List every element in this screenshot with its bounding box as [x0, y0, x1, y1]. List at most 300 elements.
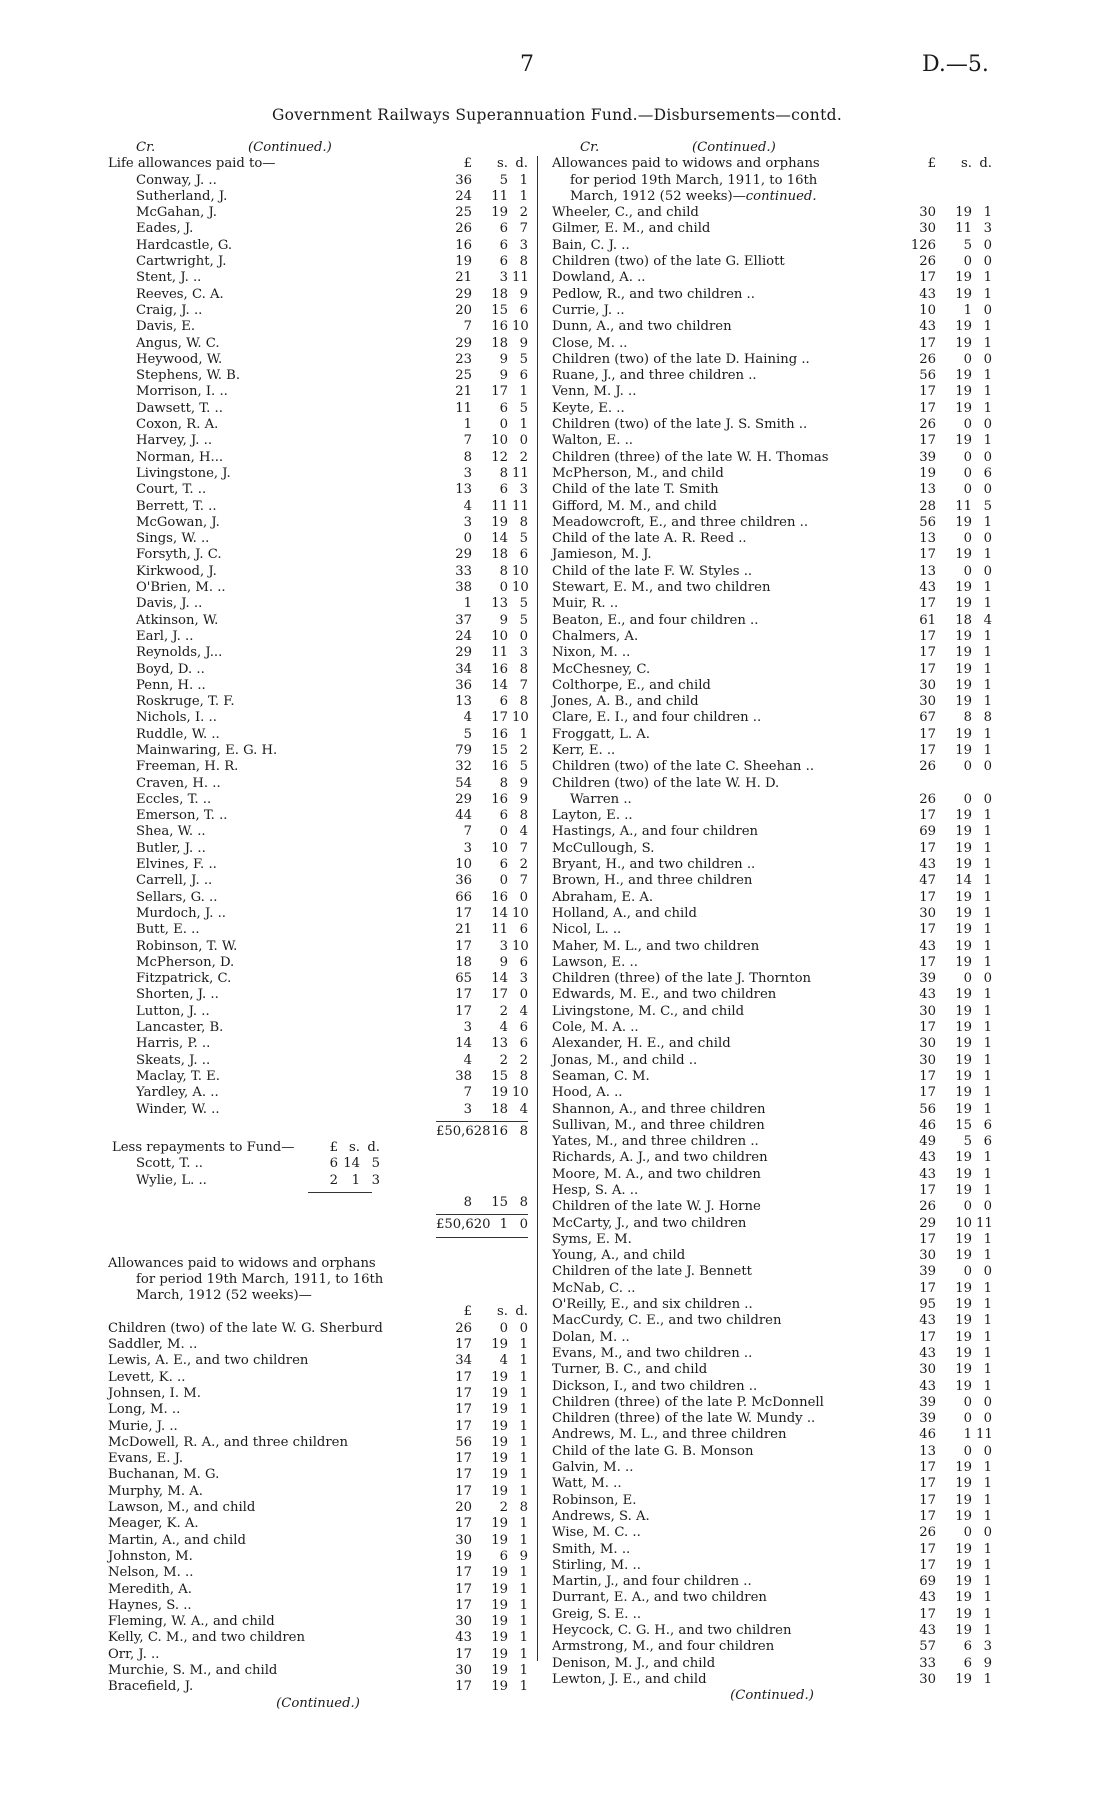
amount-p: 56: [919, 514, 936, 530]
entry-name: Layton, E. ..: [552, 808, 633, 824]
amount-s: 19: [955, 1606, 972, 1622]
amount-d: 3: [519, 971, 528, 987]
amount-d: 2: [519, 857, 528, 873]
repayment-row: [108, 1173, 528, 1189]
amount-d: 1: [519, 1451, 528, 1467]
ledger-row: [552, 1444, 992, 1460]
entry-name: Galvin, M. ..: [552, 1460, 634, 1476]
amount-s: 19: [955, 1150, 972, 1166]
ledger-row: [552, 613, 992, 629]
entry-name: Jones, A. B., and child: [552, 694, 699, 710]
unit-p: £: [927, 156, 936, 172]
amount-p: 17: [919, 628, 936, 644]
amount-d: 5: [519, 596, 528, 612]
amount-p: 17: [455, 987, 472, 1003]
amount-d: 0: [519, 889, 528, 905]
entry-name: Meadowcroft, E., and three children ..: [552, 514, 809, 530]
column-header: [552, 140, 992, 156]
amount-p: 17: [455, 1483, 472, 1499]
amount-s: 9: [499, 612, 508, 628]
amount-d: 1: [983, 1557, 992, 1573]
ledger-row: [552, 1639, 992, 1655]
ledger-row: [552, 466, 992, 482]
amount-p: 43: [919, 1345, 936, 1361]
amount-p: 17: [455, 905, 472, 921]
entry-name: Robinson, T. W.: [136, 938, 238, 954]
amount-s: 10: [491, 433, 508, 449]
entry-name: Reeves, C. A.: [136, 286, 224, 302]
amount-d: 1: [983, 1476, 992, 1492]
amount-d: 0: [983, 1443, 992, 1459]
ledger-row: [552, 743, 992, 759]
ledger-row: [552, 205, 992, 221]
ledger-row: [552, 1476, 992, 1492]
entry-name: Muir, R. ..: [552, 596, 619, 612]
ledger-row: [108, 824, 528, 840]
amount-s: 8: [963, 710, 972, 726]
entry-name: Bracefield, J.: [108, 1679, 194, 1695]
ledger-row: [108, 1549, 528, 1565]
amount-p: 17: [919, 1020, 936, 1036]
ledger-row: [108, 417, 528, 433]
unit: d.: [367, 1140, 380, 1156]
amount-s: 18: [491, 547, 508, 563]
entry-name: Child of the late A. R. Reed ..: [552, 531, 747, 547]
amount-p: 17: [919, 400, 936, 416]
entry-name: Greig, S. E. ..: [552, 1606, 642, 1622]
amount-p: 13: [919, 531, 936, 547]
amount-p: 17: [455, 1679, 472, 1695]
amount-d: 8: [519, 1195, 528, 1210]
amount-d: 1: [519, 188, 528, 204]
ledger-row: [108, 1217, 528, 1233]
ledger-row: [108, 499, 528, 515]
ledger-row: [108, 1679, 528, 1695]
ledger-row: [108, 466, 528, 482]
amount-p: 1: [463, 417, 472, 433]
amount-p: 17: [455, 1597, 472, 1613]
amount-d: 1: [983, 400, 992, 416]
amount-d: 1: [983, 547, 992, 563]
amount-p: 39: [919, 1411, 936, 1427]
entry-name: Stirling, M. ..: [552, 1557, 641, 1573]
ledger-row: [108, 482, 528, 498]
amount-d: 1: [983, 1492, 992, 1508]
ledger-row: [108, 1565, 528, 1581]
amount-p: 17: [919, 1606, 936, 1622]
amount-s: 19: [491, 1532, 508, 1548]
entry-name: Warren ..: [570, 791, 632, 807]
entry-name: Abraham, E. A.: [552, 889, 654, 905]
amount-d: 1: [519, 172, 528, 188]
amount-p: 49: [919, 1134, 936, 1150]
amount-s: 19: [955, 1231, 972, 1247]
amount-p: 21: [455, 922, 472, 938]
amount-d: 11: [976, 1215, 993, 1231]
amount-s: 16: [491, 726, 508, 742]
amount-s: 19: [955, 1345, 972, 1361]
ledger-row: [108, 173, 528, 189]
amount-p: 19: [919, 465, 936, 481]
ledger-row: [552, 596, 992, 612]
ledger-row: [552, 1623, 992, 1639]
ledger-row: [552, 1395, 992, 1411]
amount-s: 0: [963, 759, 972, 775]
entry-name: Penn, H. ..: [136, 677, 206, 693]
entry-name: Gifford, M. M., and child: [552, 498, 717, 514]
amount-p: 43: [919, 286, 936, 302]
unit-d: d.: [515, 156, 528, 172]
ledger-row: [552, 1036, 992, 1052]
entry-name: Buchanan, M. G.: [108, 1467, 220, 1483]
amount-p: 34: [455, 1353, 472, 1369]
amount-p: 17: [919, 889, 936, 905]
amount-p: 32: [455, 759, 472, 775]
entry-name: Children (three) of the late W. Mundy ..: [552, 1411, 816, 1427]
amount-s: 19: [955, 987, 972, 1003]
amount-p: 30: [919, 205, 936, 221]
entry-name: Long, M. ..: [108, 1402, 181, 1418]
amount-p: 25: [455, 205, 472, 221]
entry-name: Freeman, H. R.: [136, 759, 239, 775]
amount-p: 39: [919, 1264, 936, 1280]
amount-p: 30: [455, 1532, 472, 1548]
ledger-row: [108, 1102, 528, 1118]
amount-p: 29: [455, 286, 472, 302]
amount-d: 9: [519, 286, 528, 302]
amount-s: 15: [491, 1195, 508, 1210]
amount-s: 0: [963, 482, 972, 498]
amount-s: 19: [491, 1451, 508, 1467]
ledger-row: [108, 1500, 528, 1516]
entry-name: Livingstone, J.: [136, 465, 231, 481]
entry-name: Life allowances paid to—: [108, 156, 276, 172]
amount-d: 1: [519, 1565, 528, 1581]
amount-p: 13: [455, 482, 472, 498]
ledger-row: [108, 205, 528, 221]
amount-d: 0: [983, 302, 992, 318]
amount-p: 43: [919, 1166, 936, 1182]
entry-name: Turner, B. C., and child: [552, 1362, 708, 1378]
amount-d: 1: [983, 1248, 992, 1264]
amount-p: 30: [455, 1614, 472, 1630]
ledger-row: [552, 694, 992, 710]
amount-p: 24: [455, 188, 472, 204]
amount-s: 19: [491, 1385, 508, 1401]
entry-name: Children (two) of the late W. H. D.: [552, 775, 780, 791]
amount-d: 9: [519, 791, 528, 807]
entry-name: Hood, A. ..: [552, 1085, 623, 1101]
entry-name: Jonas, M., and child ..: [552, 1052, 698, 1068]
ledger-row: [552, 1607, 992, 1623]
ledger-row: [552, 857, 992, 873]
ledger-row: [552, 1656, 992, 1672]
amount-d: 7: [519, 677, 528, 693]
amount-d: 1: [983, 205, 992, 221]
ledger-row: [552, 873, 992, 889]
entry-name: McCullough, S.: [552, 840, 655, 856]
ledger-row: [108, 287, 528, 303]
amount-s: 19: [955, 319, 972, 335]
amount-s: 14: [491, 971, 508, 987]
amount-s: 19: [955, 1508, 972, 1524]
amount-s: 18: [491, 1101, 508, 1117]
amount-s: 19: [955, 1557, 972, 1573]
text: Allowances paid to widows and orphans: [552, 156, 820, 172]
entry-name: Andrews, M. L., and three children: [552, 1427, 787, 1443]
ledger-row: [108, 613, 528, 629]
amount-d: 1: [983, 1003, 992, 1019]
entry-name: Denison, M. J., and child: [552, 1655, 716, 1671]
ledger-row: [108, 808, 528, 824]
ledger-row: [108, 1053, 528, 1069]
amount-p: 17: [455, 1418, 472, 1434]
continued-footer: (Continued.): [730, 1688, 814, 1704]
amount-s: 18: [491, 335, 508, 351]
amount-p: 17: [919, 1541, 936, 1557]
amount-s: 19: [955, 742, 972, 758]
amount-s: 16: [491, 319, 508, 335]
amount-d: 11: [512, 270, 529, 286]
amount-s: 5: [963, 237, 972, 253]
repay-rule: [308, 1192, 372, 1193]
amount-p: 30: [455, 1663, 472, 1679]
amount-s: 0: [499, 417, 508, 433]
ledger-row: [552, 1313, 992, 1329]
entry-name: Richards, A. J., and two children: [552, 1150, 768, 1166]
amount-s: 19: [491, 514, 508, 530]
amount-p: 29: [455, 791, 472, 807]
entry-name: Elvines, F. ..: [136, 857, 217, 873]
total-rule: [436, 1121, 528, 1122]
ledger-row: [108, 1069, 528, 1085]
ledger-row: [108, 1467, 528, 1483]
amount-s: 0: [963, 1199, 972, 1215]
amount-p: 30: [919, 1036, 936, 1052]
amount-d: 1: [519, 1353, 528, 1369]
amount-p: 17: [919, 1557, 936, 1573]
entry-name: Shannon, A., and three children: [552, 1101, 766, 1117]
amount-d: 1: [983, 368, 992, 384]
ledger-row: [552, 221, 992, 237]
amount-s: 17: [491, 710, 508, 726]
amount-s: 1: [499, 1217, 508, 1233]
entry-name: Child of the late G. B. Monson: [552, 1443, 754, 1459]
entry-name: Court, T. ..: [136, 482, 207, 498]
amount-s: 11: [955, 221, 972, 237]
amount-d: 0: [983, 417, 992, 433]
entry-name: Alexander, H. E., and child: [552, 1036, 731, 1052]
amount-s: 19: [491, 1663, 508, 1679]
amount-d: 6: [519, 547, 528, 563]
amount-p: 17: [455, 1337, 472, 1353]
ledger-row: [108, 238, 528, 254]
amount-p: 39: [919, 971, 936, 987]
ledger-row: [552, 1134, 992, 1150]
ledger-row: [108, 384, 528, 400]
amount-p: 17: [455, 1369, 472, 1385]
amount-s: 14: [491, 531, 508, 547]
ledger-row: [108, 1516, 528, 1532]
amount-p: 61: [919, 612, 936, 628]
ledger-row: [108, 1004, 528, 1020]
amount-d: 10: [512, 563, 529, 579]
amount-p: 29: [919, 1215, 936, 1231]
amount-s: 19: [955, 1492, 972, 1508]
ledger-row: [108, 1386, 528, 1402]
amount-p: 19: [455, 1548, 472, 1564]
ledger-row: [108, 776, 528, 792]
amount-part: 14: [343, 1156, 360, 1172]
amount-d: 1: [519, 1467, 528, 1483]
entry-name: Yardley, A. ..: [136, 1085, 219, 1101]
entry-name: Harvey, J. ..: [136, 433, 213, 449]
entry-name: Hesp, S. A. ..: [552, 1183, 639, 1198]
amount-s: 19: [955, 1313, 972, 1329]
entry-name: Angus, W. C.: [136, 335, 220, 351]
ledger-row: [108, 939, 528, 955]
amount-p: 30: [919, 1052, 936, 1068]
entry-name: Earl, J. ..: [136, 628, 194, 644]
amount-d: 11: [512, 498, 529, 514]
ledger-row: [552, 1542, 992, 1558]
amount-p: 56: [919, 1101, 936, 1117]
ledger-row: [108, 1337, 528, 1353]
amount-p: 38: [455, 1068, 472, 1084]
ledger-row: [552, 401, 992, 417]
amount-s: 0: [963, 351, 972, 367]
ledger-row: [108, 254, 528, 270]
entry-name: Children (two) of the late C. Sheehan ..: [552, 759, 815, 775]
entry-name: Fitzpatrick, C.: [136, 971, 232, 987]
amount-s: 6: [963, 1639, 972, 1655]
amount-p: 0: [463, 531, 472, 547]
amount-s: 15: [955, 1117, 972, 1133]
amount-d: 1: [983, 1297, 992, 1313]
entry-name: Atkinson, W.: [136, 612, 219, 628]
ledger-row: [108, 401, 528, 417]
amount-p: 26: [919, 759, 936, 775]
entry-name: McNab, C. ..: [552, 1280, 636, 1296]
amount-s: 18: [955, 612, 972, 628]
ledger-row: [108, 1195, 528, 1211]
amount-s: 0: [963, 1443, 972, 1459]
ledger-row: [108, 873, 528, 889]
amount-p: 30: [919, 1671, 936, 1687]
amount-s: 19: [491, 1516, 508, 1532]
amount-p: 7: [463, 319, 472, 335]
amount-s: 9: [499, 351, 508, 367]
amount-d: 6: [519, 954, 528, 970]
entry-name: Syms, E. M.: [552, 1231, 632, 1247]
ledger-row: [552, 450, 992, 466]
ledger-row: [108, 1533, 528, 1549]
ledger-row: [108, 1036, 528, 1052]
amount-d: 1: [983, 1052, 992, 1068]
amount-s: 19: [955, 905, 972, 921]
ledger-row: [552, 824, 992, 840]
amount-s: 11: [955, 498, 972, 514]
amount-s: 5: [963, 1134, 972, 1150]
amount-s: 9: [499, 368, 508, 384]
ledger-row: [108, 221, 528, 237]
amount-d: 1: [983, 840, 992, 856]
text: Allowances paid to widows and orphans: [108, 1255, 376, 1271]
entry-name: Child of the late T. Smith: [552, 482, 719, 498]
amount-d: 1: [983, 1345, 992, 1361]
entry-name: Nichols, I. ..: [136, 710, 217, 726]
ledger-row: [108, 678, 528, 694]
continued-label: (Continued.): [248, 140, 332, 155]
amount-p: 43: [919, 938, 936, 954]
amount-p: 17: [919, 742, 936, 758]
amount-s: 19: [955, 824, 972, 840]
unit-p: £: [463, 1304, 472, 1320]
amount-d: 3: [983, 221, 992, 237]
amount-p: 43: [919, 1623, 936, 1639]
amount-p: 17: [455, 1385, 472, 1401]
amount-p: £50,620: [436, 1217, 491, 1233]
entry-name: Dolan, M. ..: [552, 1329, 630, 1345]
amount-s: 19: [491, 205, 508, 221]
entry-name: Dowland, A. ..: [552, 270, 646, 286]
amount-d: 1: [983, 1541, 992, 1557]
text-line: [552, 156, 992, 172]
amount-p: 10: [455, 857, 472, 873]
amount-p: 14: [455, 1036, 472, 1052]
ledger-row: [108, 1435, 528, 1451]
amount-s: 19: [491, 1369, 508, 1385]
amount-s: 18: [491, 286, 508, 302]
amount-s: 19: [955, 286, 972, 302]
ledger-row: [108, 792, 528, 808]
total-rule: [436, 1214, 528, 1215]
amount-d: 2: [519, 1052, 528, 1068]
amount-s: 0: [963, 1264, 972, 1280]
amount-p: 43: [919, 1590, 936, 1606]
amount-d: 1: [519, 1516, 528, 1532]
entry-name: Craven, H. ..: [136, 775, 221, 791]
entry-name: O'Reilly, E., and six children ..: [552, 1297, 753, 1313]
ledger-row: [108, 580, 528, 596]
amount-p: 17: [919, 1492, 936, 1508]
amount-d: 3: [519, 482, 528, 498]
ledger-row: [108, 270, 528, 286]
entry-name: Stewart, E. M., and two children: [552, 580, 771, 596]
ledger-row: [552, 1183, 992, 1199]
entry-name: Maclay, T. E.: [136, 1068, 220, 1084]
amount-d: 1: [983, 433, 992, 449]
amount-p: 7: [463, 824, 472, 840]
amount-p: 26: [919, 254, 936, 270]
entry-name: Hastings, A., and four children: [552, 824, 758, 840]
repayments-header: [108, 1140, 528, 1156]
entry-name: Lancaster, B.: [136, 1020, 224, 1036]
amount-p: 1: [463, 596, 472, 612]
entry-name: Sullivan, M., and three children: [552, 1117, 765, 1133]
amount-d: 5: [519, 531, 528, 547]
amount-d: 6: [519, 922, 528, 938]
ledger-row: [552, 1525, 992, 1541]
amount-d: 1: [983, 661, 992, 677]
left-column: [108, 140, 528, 1712]
ledger-row: [552, 238, 992, 254]
continued-footer: (Continued.): [276, 1695, 360, 1711]
amount-s: 0: [963, 254, 972, 270]
entry-name: Martin, A., and child: [108, 1532, 246, 1548]
ledger-row: [552, 564, 992, 580]
amount-p: 56: [919, 368, 936, 384]
